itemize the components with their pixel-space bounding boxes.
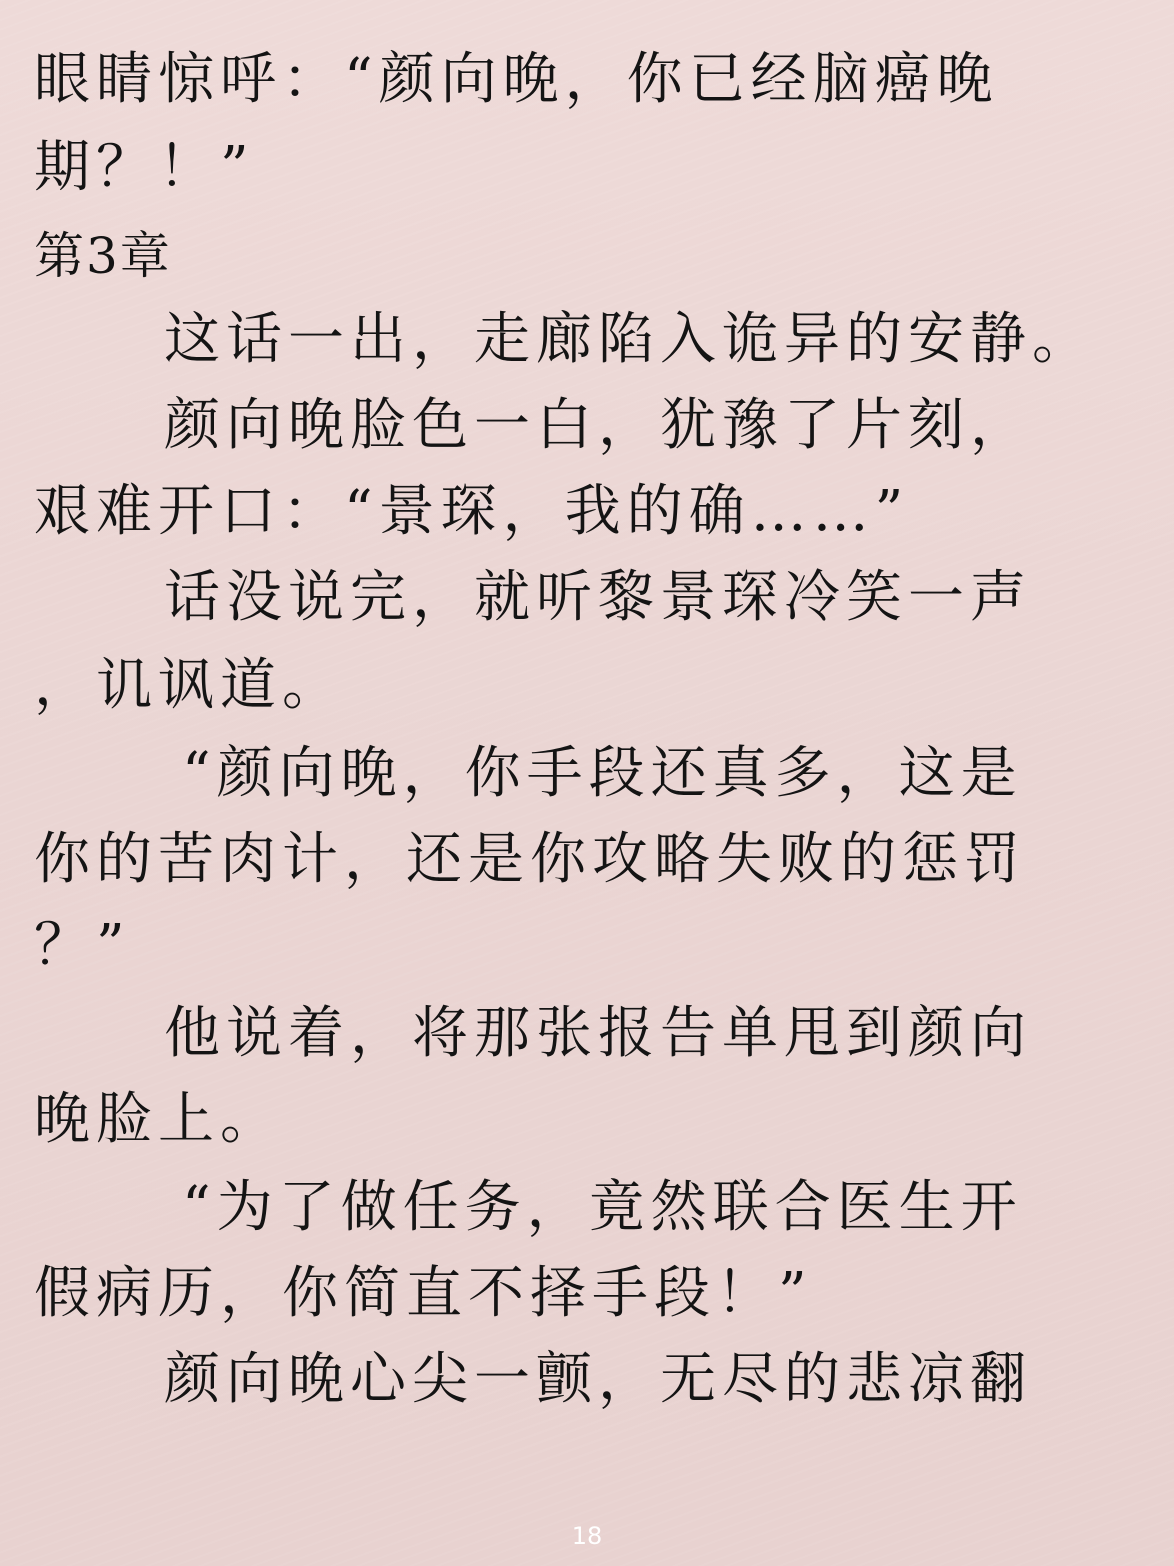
text-line: 颜向晚心尖一颤，无尽的悲凉翻 <box>164 1347 1032 1412</box>
page-number: 18 <box>571 1522 603 1550</box>
text-line: 艰难开口：“景琛，我的确……” <box>34 479 910 544</box>
text-line: 晚脸上。 <box>34 1087 282 1152</box>
text-line: “为了做任务，竟然联合医生开 <box>182 1175 1023 1240</box>
text-line: 假病历，你简直不择手段！” <box>34 1261 813 1326</box>
text-line: 颜向晚脸色一白，犹豫了片刻， <box>164 393 1032 458</box>
text-line: 话没说完，就听黎景琛冷笑一声 <box>164 565 1032 630</box>
text-line: 你的苦肉计，还是你攻略失败的惩罚 <box>34 827 1026 892</box>
text-line: 他说着，将那张报告单甩到颜向 <box>164 1001 1032 1066</box>
text-line: ？” <box>34 913 131 978</box>
text-line: 眼睛惊呼：“颜向晚，你已经脑癌晚 <box>34 47 999 112</box>
text-line: 期？！” <box>34 135 255 200</box>
chapter-heading: 第3章 <box>34 227 172 285</box>
text-line: ，讥讽道。 <box>34 653 344 718</box>
text-line: 这话一出，走廊陷入诡异的安静。 <box>164 307 1094 372</box>
text-line: “颜向晚，你手段还真多，这是 <box>182 741 1023 806</box>
